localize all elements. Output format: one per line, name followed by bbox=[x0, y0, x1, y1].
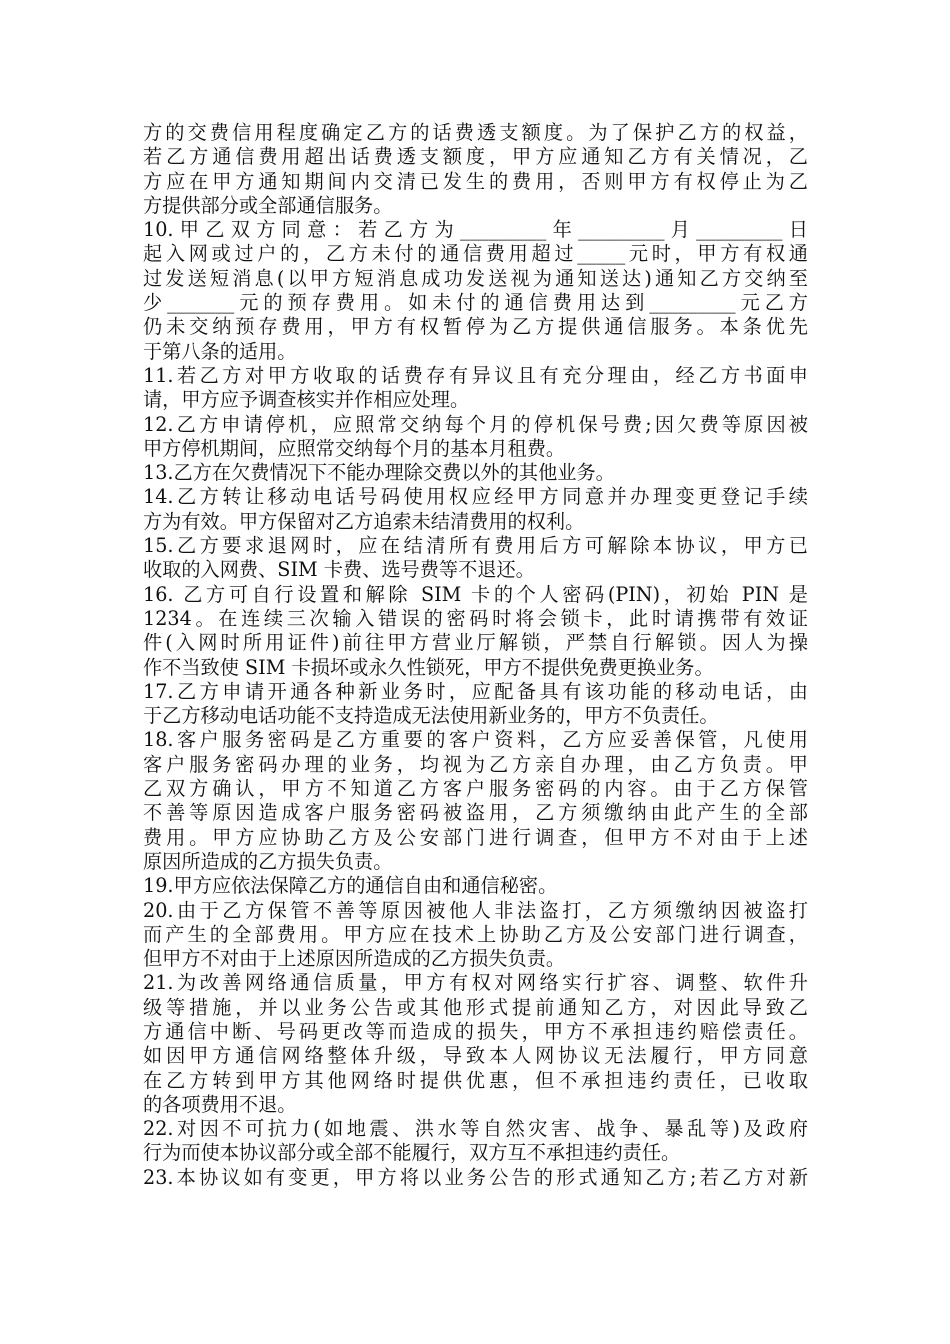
text-line: 件(入网时所用证件)前往甲方营业厅解锁，严禁自行解锁。因人为操 bbox=[143, 631, 808, 655]
text-line: 方提供部分或全部通信服务。 bbox=[143, 193, 393, 217]
text-line: 甲方停机期间，应照常交纳每个月的基本月租费。 bbox=[143, 436, 566, 460]
text-line: 行为而使本协议部分或全部不能履行，双方互不承担违约责任。 bbox=[143, 1141, 681, 1165]
text-line: 14.乙方转让移动电话号码使用权应经甲方同意并办理变更登记手续 bbox=[143, 485, 808, 509]
text-line: 于乙方移动电话功能不支持造成无法使用新业务的，甲方不负责任。 bbox=[143, 704, 719, 728]
text-line: 15.乙方要求退网时，应在结清所有费用后方可解除本协议，甲方已 bbox=[143, 534, 808, 558]
text-line: 11.若乙方对甲方收取的话费存有异议且有充分理由，经乙方书面申 bbox=[143, 363, 808, 387]
text-line: 1234。在连续三次输入错误的密码时将会锁卡，此时请携带有效证 bbox=[143, 606, 808, 630]
text-line: 方应在甲方通知期间内交清已发生的费用，否则甲方有权停止为乙 bbox=[143, 169, 808, 193]
text-line: 收取的入网费、SIM 卡费、选号费等不退还。 bbox=[143, 558, 535, 582]
text-line: 而产生的全部费用。甲方应在技术上协助乙方及公安部门进行调查， bbox=[143, 922, 808, 946]
text-line: 方通信中断、号码更改等而造成的损失，甲方不承担违约赔偿责任。 bbox=[143, 1019, 808, 1043]
text-line: 16. 乙方可自行设置和解除 SIM 卡的个人密码(PIN)，初始 PIN 是 bbox=[143, 582, 808, 606]
text-line: 21.为改善网络通信质量，甲方有权对网络实行扩容、调整、软件升 bbox=[143, 971, 808, 995]
text-line: 乙双方确认，甲方不知道乙方客户服务密码的内容。由于乙方保管 bbox=[143, 777, 808, 801]
text-line: 在乙方转到甲方其他网络时提供优惠，但不承担违约责任，已收取 bbox=[143, 1068, 808, 1092]
text-line: 若乙方通信费用超出话费透支额度，甲方应通知乙方有关情况，乙 bbox=[143, 145, 808, 169]
text-line: 的各项费用不退。 bbox=[143, 1092, 297, 1116]
text-line: 级等措施，并以业务公告或其他形式提前通知乙方，对因此导致乙 bbox=[143, 995, 808, 1019]
text-line: 18.客户服务密码是乙方重要的客户资料，乙方应妥善保管，凡使用 bbox=[143, 728, 808, 752]
text-line: 请，甲方应予调查核实并作相应处理。 bbox=[143, 388, 470, 412]
text-line: 13.乙方在欠费情况下不能办理除交费以外的其他业务。 bbox=[143, 461, 615, 485]
text-line: 12.乙方申请停机，应照常交纳每个月的停机保号费;因欠费等原因被 bbox=[143, 412, 808, 436]
text-line: 费用。甲方应协助乙方及公安部门进行调查，但甲方不对由于上述 bbox=[143, 825, 808, 849]
text-line: 作不当致使 SIM 卡损坏或永久性锁死，甲方不提供免费更换业务。 bbox=[143, 655, 714, 679]
text-line: 10.甲乙双方同意：若乙方为_________年_________月_________日 bbox=[143, 218, 808, 242]
text-line: 23.本协议如有变更，甲方将以业务公告的形式通知乙方;若乙方对新 bbox=[143, 1165, 808, 1189]
text-line: 17.乙方申请开通各种新业务时，应配备具有该功能的移动电话，由 bbox=[143, 679, 808, 703]
text-line: 起入网或过户的，乙方未付的通信费用超过_____元时，甲方有权通 bbox=[143, 242, 808, 266]
text-line: 19.甲方应依法保障乙方的通信自由和通信秘密。 bbox=[143, 874, 558, 898]
text-line: 方的交费信用程度确定乙方的话费透支额度。为了保护乙方的权益， bbox=[143, 121, 808, 144]
text-line: 仍未交纳预存费用，甲方有权暂停为乙方提供通信服务。本条优先 bbox=[143, 315, 808, 339]
text-line: 如因甲方通信网络整体升级，导致本人网协议无法履行，甲方同意 bbox=[143, 1044, 808, 1068]
text-line: 22.对因不可抗力(如地震、洪水等自然灾害、战争、暴乱等)及政府 bbox=[143, 1117, 808, 1141]
text-line: 不善等原因造成客户服务密码被盗用，乙方须缴纳由此产生的全部 bbox=[143, 801, 808, 825]
text-line: 但甲方不对由于上述原因所造成的乙方损失负责。 bbox=[143, 947, 566, 971]
text-line: 过发送短消息(以甲方短消息成功发送视为通知送达)通知乙方交纳至 bbox=[143, 266, 808, 290]
text-line: 少_______元的预存费用。如未付的通信费用达到_________元乙方 bbox=[143, 291, 808, 315]
text-line: 方为有效。甲方保留对乙方追索未结清费用的权利。 bbox=[143, 509, 585, 533]
text-line: 客户服务密码办理的业务，均视为乙方亲自办理，由乙方负责。甲 bbox=[143, 752, 808, 776]
text-line: 原因所造成的乙方损失负责。 bbox=[143, 849, 393, 873]
document-page bbox=[143, 121, 808, 1190]
text-line: 于第八条的适用。 bbox=[143, 339, 297, 363]
text-line: 20.由于乙方保管不善等原因被他人非法盗打，乙方须缴纳因被盗打 bbox=[143, 898, 808, 922]
